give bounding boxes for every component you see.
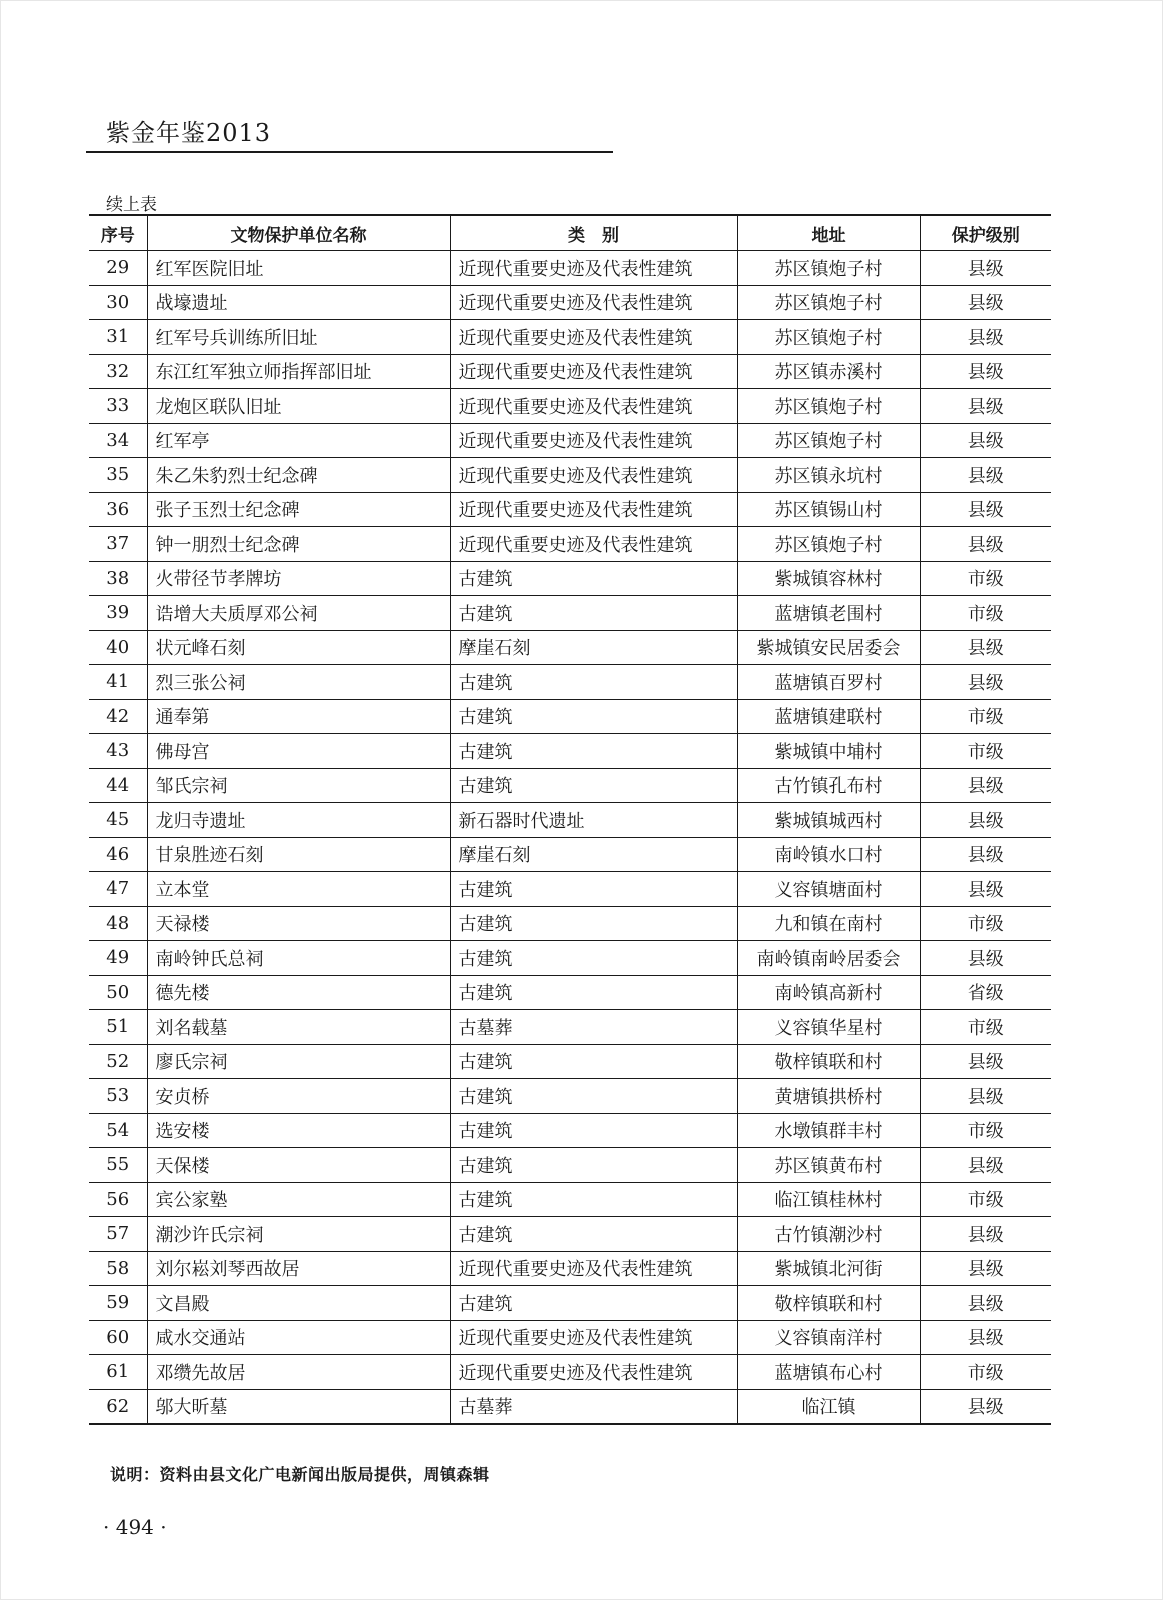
- cell-name: 天禄楼: [147, 906, 450, 941]
- table-row: [89, 734, 1051, 769]
- cell-category: 古建筑: [450, 1217, 737, 1252]
- cell-category: 近现代重要史迹及代表性建筑: [450, 1251, 737, 1286]
- cell-address: 南岭镇南岭居委会: [737, 941, 920, 976]
- column-header-address: 地址: [737, 215, 920, 251]
- cell-category: 古建筑: [450, 699, 737, 734]
- cell-level: 县级: [920, 941, 1051, 976]
- cell-address: 古竹镇孔布村: [737, 768, 920, 803]
- cell-level: 县级: [920, 1079, 1051, 1114]
- table-row: [89, 423, 1051, 458]
- cell-category: 古建筑: [450, 561, 737, 596]
- table-body: [89, 251, 1051, 1425]
- cell-level: 县级: [920, 492, 1051, 527]
- cell-level: 县级: [920, 1286, 1051, 1321]
- cell-level: 县级: [920, 354, 1051, 389]
- cell-name: 天保楼: [147, 1148, 450, 1183]
- cell-name: 诰增大夫质厚邓公祠: [147, 596, 450, 631]
- cell-address: 蓝塘镇建联村: [737, 699, 920, 734]
- cell-level: 县级: [920, 423, 1051, 458]
- cell-address: 敬梓镇联和村: [737, 1286, 920, 1321]
- cell-level: 市级: [920, 1113, 1051, 1148]
- cell-level: 县级: [920, 1320, 1051, 1355]
- cell-name: 红军医院旧址: [147, 251, 450, 286]
- cell-category: 古建筑: [450, 1113, 737, 1148]
- cell-address: 蓝塘镇布心村: [737, 1355, 920, 1390]
- table-row: [89, 458, 1051, 493]
- cell-category: 古建筑: [450, 734, 737, 769]
- table-row: [89, 803, 1051, 838]
- cell-number: 47: [89, 872, 147, 907]
- page-number: · 494 ·: [103, 1515, 167, 1539]
- cell-number: 61: [89, 1355, 147, 1390]
- cell-level: 县级: [920, 768, 1051, 803]
- cell-name: 咸水交通站: [147, 1320, 450, 1355]
- cell-name: 烈三张公祠: [147, 665, 450, 700]
- table-row: [89, 872, 1051, 907]
- cell-category: 古建筑: [450, 1286, 737, 1321]
- cell-name: 潮沙许氏宗祠: [147, 1217, 450, 1252]
- cell-level: 市级: [920, 734, 1051, 769]
- table-row: [89, 1182, 1051, 1217]
- cell-category: 古建筑: [450, 941, 737, 976]
- cell-number: 43: [89, 734, 147, 769]
- cell-number: 45: [89, 803, 147, 838]
- cell-name: 甘泉胜迹石刻: [147, 837, 450, 872]
- cell-name: 选安楼: [147, 1113, 450, 1148]
- cell-category: 古建筑: [450, 1182, 737, 1217]
- cell-address: 南岭镇水口村: [737, 837, 920, 872]
- cell-category: 近现代重要史迹及代表性建筑: [450, 1355, 737, 1390]
- cell-name: 南岭钟氏总祠: [147, 941, 450, 976]
- cell-category: 近现代重要史迹及代表性建筑: [450, 527, 737, 562]
- cell-name: 红军亭: [147, 423, 450, 458]
- cell-address: 水墩镇群丰村: [737, 1113, 920, 1148]
- cell-name: 钟一朋烈士纪念碑: [147, 527, 450, 562]
- table-row: [89, 1044, 1051, 1079]
- cell-name: 宾公家塾: [147, 1182, 450, 1217]
- cell-number: 54: [89, 1113, 147, 1148]
- cell-level: 县级: [920, 527, 1051, 562]
- cell-name: 文昌殿: [147, 1286, 450, 1321]
- cell-category: 古建筑: [450, 975, 737, 1010]
- cell-level: 县级: [920, 1251, 1051, 1286]
- cell-address: 苏区镇炮子村: [737, 285, 920, 320]
- cell-address: 紫城镇北河街: [737, 1251, 920, 1286]
- cell-number: 44: [89, 768, 147, 803]
- cell-name: 立本堂: [147, 872, 450, 907]
- cell-category: 近现代重要史迹及代表性建筑: [450, 423, 737, 458]
- cell-name: 东江红军独立师指挥部旧址: [147, 354, 450, 389]
- cell-name: 邬大昕墓: [147, 1389, 450, 1424]
- cell-level: 市级: [920, 906, 1051, 941]
- table-row: [89, 1286, 1051, 1321]
- cell-category: 近现代重要史迹及代表性建筑: [450, 458, 737, 493]
- cell-level: 县级: [920, 251, 1051, 286]
- cell-address: 紫城镇城西村: [737, 803, 920, 838]
- source-note: 说明：资料由县文化广电新闻出版局提供，周镇森辑: [110, 1465, 490, 1484]
- cell-number: 53: [89, 1079, 147, 1114]
- table-row: [89, 1355, 1051, 1390]
- cell-number: 55: [89, 1148, 147, 1183]
- cell-category: 近现代重要史迹及代表性建筑: [450, 320, 737, 355]
- cell-level: 县级: [920, 1389, 1051, 1424]
- cell-number: 32: [89, 354, 147, 389]
- cell-level: 县级: [920, 837, 1051, 872]
- table-row: [89, 1113, 1051, 1148]
- cell-category: 古建筑: [450, 596, 737, 631]
- cell-name: 德先楼: [147, 975, 450, 1010]
- cell-number: 57: [89, 1217, 147, 1252]
- table-row: [89, 768, 1051, 803]
- cell-name: 刘尔崧刘琴西故居: [147, 1251, 450, 1286]
- cell-number: 62: [89, 1389, 147, 1424]
- table-row: [89, 1010, 1051, 1045]
- cell-category: 新石器时代遗址: [450, 803, 737, 838]
- column-header-level: 保护级别: [920, 215, 1051, 251]
- cell-number: 36: [89, 492, 147, 527]
- cell-address: 义容镇华星村: [737, 1010, 920, 1045]
- cell-number: 34: [89, 423, 147, 458]
- table-row: [89, 1389, 1051, 1424]
- cell-level: 县级: [920, 389, 1051, 424]
- cell-number: 46: [89, 837, 147, 872]
- cell-number: 40: [89, 630, 147, 665]
- column-header-number: 序号: [89, 215, 147, 251]
- cell-address: 紫城镇容林村: [737, 561, 920, 596]
- cell-address: 紫城镇中埔村: [737, 734, 920, 769]
- cell-number: 59: [89, 1286, 147, 1321]
- table-row: [89, 837, 1051, 872]
- cell-number: 51: [89, 1010, 147, 1045]
- cell-address: 南岭镇高新村: [737, 975, 920, 1010]
- cell-name: 佛母宫: [147, 734, 450, 769]
- table-row: [89, 1079, 1051, 1114]
- cell-address: 苏区镇黄布村: [737, 1148, 920, 1183]
- cell-address: 临江镇: [737, 1389, 920, 1424]
- cell-address: 古竹镇潮沙村: [737, 1217, 920, 1252]
- cell-address: 苏区镇炮子村: [737, 423, 920, 458]
- cell-level: 县级: [920, 285, 1051, 320]
- cell-number: 29: [89, 251, 147, 286]
- table-row: [89, 665, 1051, 700]
- cell-number: 48: [89, 906, 147, 941]
- cell-address: 义容镇塘面村: [737, 872, 920, 907]
- cell-name: 朱乙朱豹烈士纪念碑: [147, 458, 450, 493]
- cell-level: 县级: [920, 1148, 1051, 1183]
- cell-number: 33: [89, 389, 147, 424]
- cell-name: 红军号兵训练所旧址: [147, 320, 450, 355]
- table-row: [89, 354, 1051, 389]
- cell-address: 苏区镇永坑村: [737, 458, 920, 493]
- cell-level: 市级: [920, 596, 1051, 631]
- column-header-name: 文物保护单位名称: [147, 215, 450, 251]
- cell-level: 县级: [920, 630, 1051, 665]
- cell-category: 古建筑: [450, 665, 737, 700]
- cell-category: 近现代重要史迹及代表性建筑: [450, 354, 737, 389]
- table-row: [89, 320, 1051, 355]
- table-row: [89, 975, 1051, 1010]
- cell-name: 张子玉烈士纪念碑: [147, 492, 450, 527]
- cell-number: 39: [89, 596, 147, 631]
- cell-category: 近现代重要史迹及代表性建筑: [450, 492, 737, 527]
- cell-address: 苏区镇赤溪村: [737, 354, 920, 389]
- table-row: [89, 906, 1051, 941]
- cell-category: 古建筑: [450, 1079, 737, 1114]
- heritage-sites-table: [89, 214, 1051, 1425]
- cell-category: 古墓葬: [450, 1389, 737, 1424]
- cell-address: 苏区镇锡山村: [737, 492, 920, 527]
- cell-category: 古建筑: [450, 1148, 737, 1183]
- cell-category: 摩崖石刻: [450, 837, 737, 872]
- table-header-row: [89, 215, 1051, 251]
- cell-address: 黄塘镇拱桥村: [737, 1079, 920, 1114]
- cell-number: 37: [89, 527, 147, 562]
- header-rule: [86, 151, 613, 153]
- cell-level: 县级: [920, 665, 1051, 700]
- cell-number: 58: [89, 1251, 147, 1286]
- cell-category: 近现代重要史迹及代表性建筑: [450, 389, 737, 424]
- cell-number: 31: [89, 320, 147, 355]
- table-row: [89, 596, 1051, 631]
- cell-address: 苏区镇炮子村: [737, 320, 920, 355]
- cell-number: 41: [89, 665, 147, 700]
- cell-name: 邹氏宗祠: [147, 768, 450, 803]
- cell-category: 近现代重要史迹及代表性建筑: [450, 285, 737, 320]
- table-row: [89, 1148, 1051, 1183]
- cell-level: 县级: [920, 458, 1051, 493]
- table-row: [89, 941, 1051, 976]
- cell-level: 市级: [920, 699, 1051, 734]
- table-row: [89, 251, 1051, 286]
- table-row: [89, 492, 1051, 527]
- cell-level: 市级: [920, 1182, 1051, 1217]
- table-row: [89, 285, 1051, 320]
- cell-category: 古建筑: [450, 1044, 737, 1079]
- table-caption: 续上表: [106, 195, 157, 215]
- cell-category: 古建筑: [450, 768, 737, 803]
- cell-level: 市级: [920, 1010, 1051, 1045]
- running-head-title: 紫金年鉴2013: [106, 119, 272, 147]
- table-row: [89, 561, 1051, 596]
- cell-number: 30: [89, 285, 147, 320]
- table-row: [89, 527, 1051, 562]
- cell-address: 蓝塘镇老围村: [737, 596, 920, 631]
- cell-name: 火带径节孝牌坊: [147, 561, 450, 596]
- cell-level: 县级: [920, 1217, 1051, 1252]
- cell-name: 邓缵先故居: [147, 1355, 450, 1390]
- cell-level: 县级: [920, 1044, 1051, 1079]
- cell-category: 近现代重要史迹及代表性建筑: [450, 1320, 737, 1355]
- table-row: [89, 699, 1051, 734]
- cell-address: 苏区镇炮子村: [737, 251, 920, 286]
- cell-category: 古墓葬: [450, 1010, 737, 1045]
- cell-number: 49: [89, 941, 147, 976]
- cell-name: 廖氏宗祠: [147, 1044, 450, 1079]
- cell-name: 龙炮区联队旧址: [147, 389, 450, 424]
- cell-level: 市级: [920, 1355, 1051, 1390]
- cell-name: 战壕遗址: [147, 285, 450, 320]
- cell-number: 42: [89, 699, 147, 734]
- cell-name: 通奉第: [147, 699, 450, 734]
- cell-category: 摩崖石刻: [450, 630, 737, 665]
- cell-address: 苏区镇炮子村: [737, 527, 920, 562]
- cell-category: 近现代重要史迹及代表性建筑: [450, 251, 737, 286]
- cell-address: 紫城镇安民居委会: [737, 630, 920, 665]
- cell-name: 安贞桥: [147, 1079, 450, 1114]
- table-row: [89, 389, 1051, 424]
- table-row: [89, 1320, 1051, 1355]
- cell-level: 省级: [920, 975, 1051, 1010]
- cell-address: 苏区镇炮子村: [737, 389, 920, 424]
- cell-category: 古建筑: [450, 906, 737, 941]
- cell-address: 九和镇在南村: [737, 906, 920, 941]
- cell-address: 敬梓镇联和村: [737, 1044, 920, 1079]
- column-header-category: 类 别: [450, 215, 737, 251]
- table-row: [89, 1217, 1051, 1252]
- cell-level: 县级: [920, 872, 1051, 907]
- cell-number: 35: [89, 458, 147, 493]
- cell-address: 蓝塘镇百罗村: [737, 665, 920, 700]
- cell-category: 古建筑: [450, 872, 737, 907]
- table-row: [89, 630, 1051, 665]
- cell-name: 刘名载墓: [147, 1010, 450, 1045]
- cell-address: 义容镇南洋村: [737, 1320, 920, 1355]
- cell-number: 60: [89, 1320, 147, 1355]
- cell-name: 状元峰石刻: [147, 630, 450, 665]
- cell-level: 市级: [920, 561, 1051, 596]
- cell-number: 50: [89, 975, 147, 1010]
- cell-name: 龙归寺遗址: [147, 803, 450, 838]
- cell-address: 临江镇桂林村: [737, 1182, 920, 1217]
- cell-number: 38: [89, 561, 147, 596]
- cell-number: 56: [89, 1182, 147, 1217]
- table-row: [89, 1251, 1051, 1286]
- cell-number: 52: [89, 1044, 147, 1079]
- cell-level: 县级: [920, 320, 1051, 355]
- cell-level: 县级: [920, 803, 1051, 838]
